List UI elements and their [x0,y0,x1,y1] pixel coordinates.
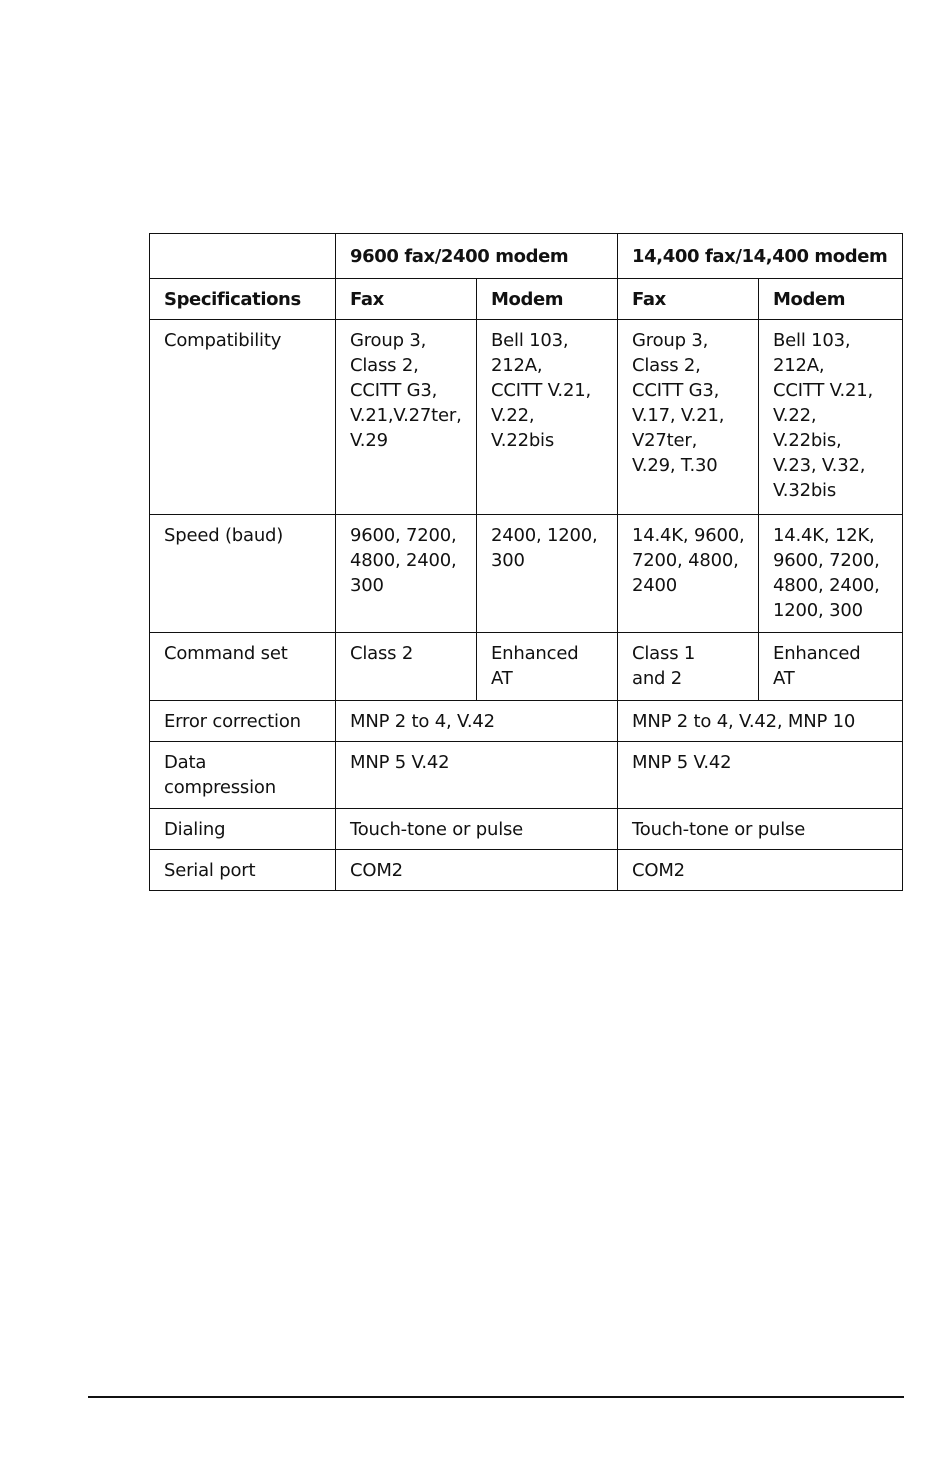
table-row-speed [150,515,903,633]
header-a-fax: Fax [336,279,477,320]
command-set-a-modem: Enhanced AT [477,633,618,701]
command-set-label: Command set [150,633,336,701]
header-b-modem: Modem [759,279,903,320]
table-row-dialing [150,809,903,850]
header-9600-fax-2400-modem: 9600 fax/2400 modem [336,234,618,279]
data-compression-label: Data compression [150,742,336,809]
error-correction-a: MNP 2 to 4, V.42 [336,701,618,742]
serial-port-b: COM2 [618,850,903,891]
data-compression-b: MNP 5 V.42 [618,742,903,809]
compatibility-a-modem: Bell 103, 212A, CCITT V.21, V.22, V.22bis [477,320,618,515]
compatibility-label: Compatibility [150,320,336,515]
data-compression-a: MNP 5 V.42 [336,742,618,809]
speed-b-modem: 14.4K, 12K, 9600, 7200, 4800, 2400, 1200, 300 [759,515,903,633]
table-subheader-row [150,279,903,320]
header-specifications: Specifications [150,279,336,320]
table-row-serial-port [150,850,903,891]
dialing-b: Touch-tone or pulse [618,809,903,850]
compatibility-a-fax: Group 3, Class 2, CCITT G3, V.21,V.27ter, V.29 [336,320,477,515]
command-set-a-fax: Class 2 [336,633,477,701]
table-row-data-compression [150,742,903,809]
header-b-fax: Fax [618,279,759,320]
speed-a-modem: 2400, 1200, 300 [477,515,618,633]
command-set-b-fax: Class 1 and 2 [618,633,759,701]
serial-port-label: Serial port [150,850,336,891]
header-empty-cell [150,234,336,279]
dialing-a: Touch-tone or pulse [336,809,618,850]
table-row-command-set [150,633,903,701]
serial-port-a: COM2 [336,850,618,891]
header-a-modem: Modem [477,279,618,320]
table-row-error-correction [150,701,903,742]
compatibility-b-modem: Bell 103, 212A, CCITT V.21, V.22, V.22bis, V.23, V.32, V.32bis [759,320,903,515]
compatibility-b-fax: Group 3, Class 2, CCITT G3, V.17, V.21, V27ter, V.29, T.30 [618,320,759,515]
dialing-label: Dialing [150,809,336,850]
table-header-row [150,234,903,279]
speed-label: Speed (baud) [150,515,336,633]
speed-a-fax: 9600, 7200, 4800, 2400, 300 [336,515,477,633]
table-row-compatibility [150,320,903,515]
speed-b-fax: 14.4K, 9600, 7200, 4800, 2400 [618,515,759,633]
command-set-b-modem: Enhanced AT [759,633,903,701]
specifications-table [149,233,903,891]
footer-rule [88,1396,904,1398]
error-correction-label: Error correction [150,701,336,742]
header-14400-fax-14400-modem: 14,400 fax/14,400 modem [618,234,903,279]
error-correction-b: MNP 2 to 4, V.42, MNP 10 [618,701,903,742]
